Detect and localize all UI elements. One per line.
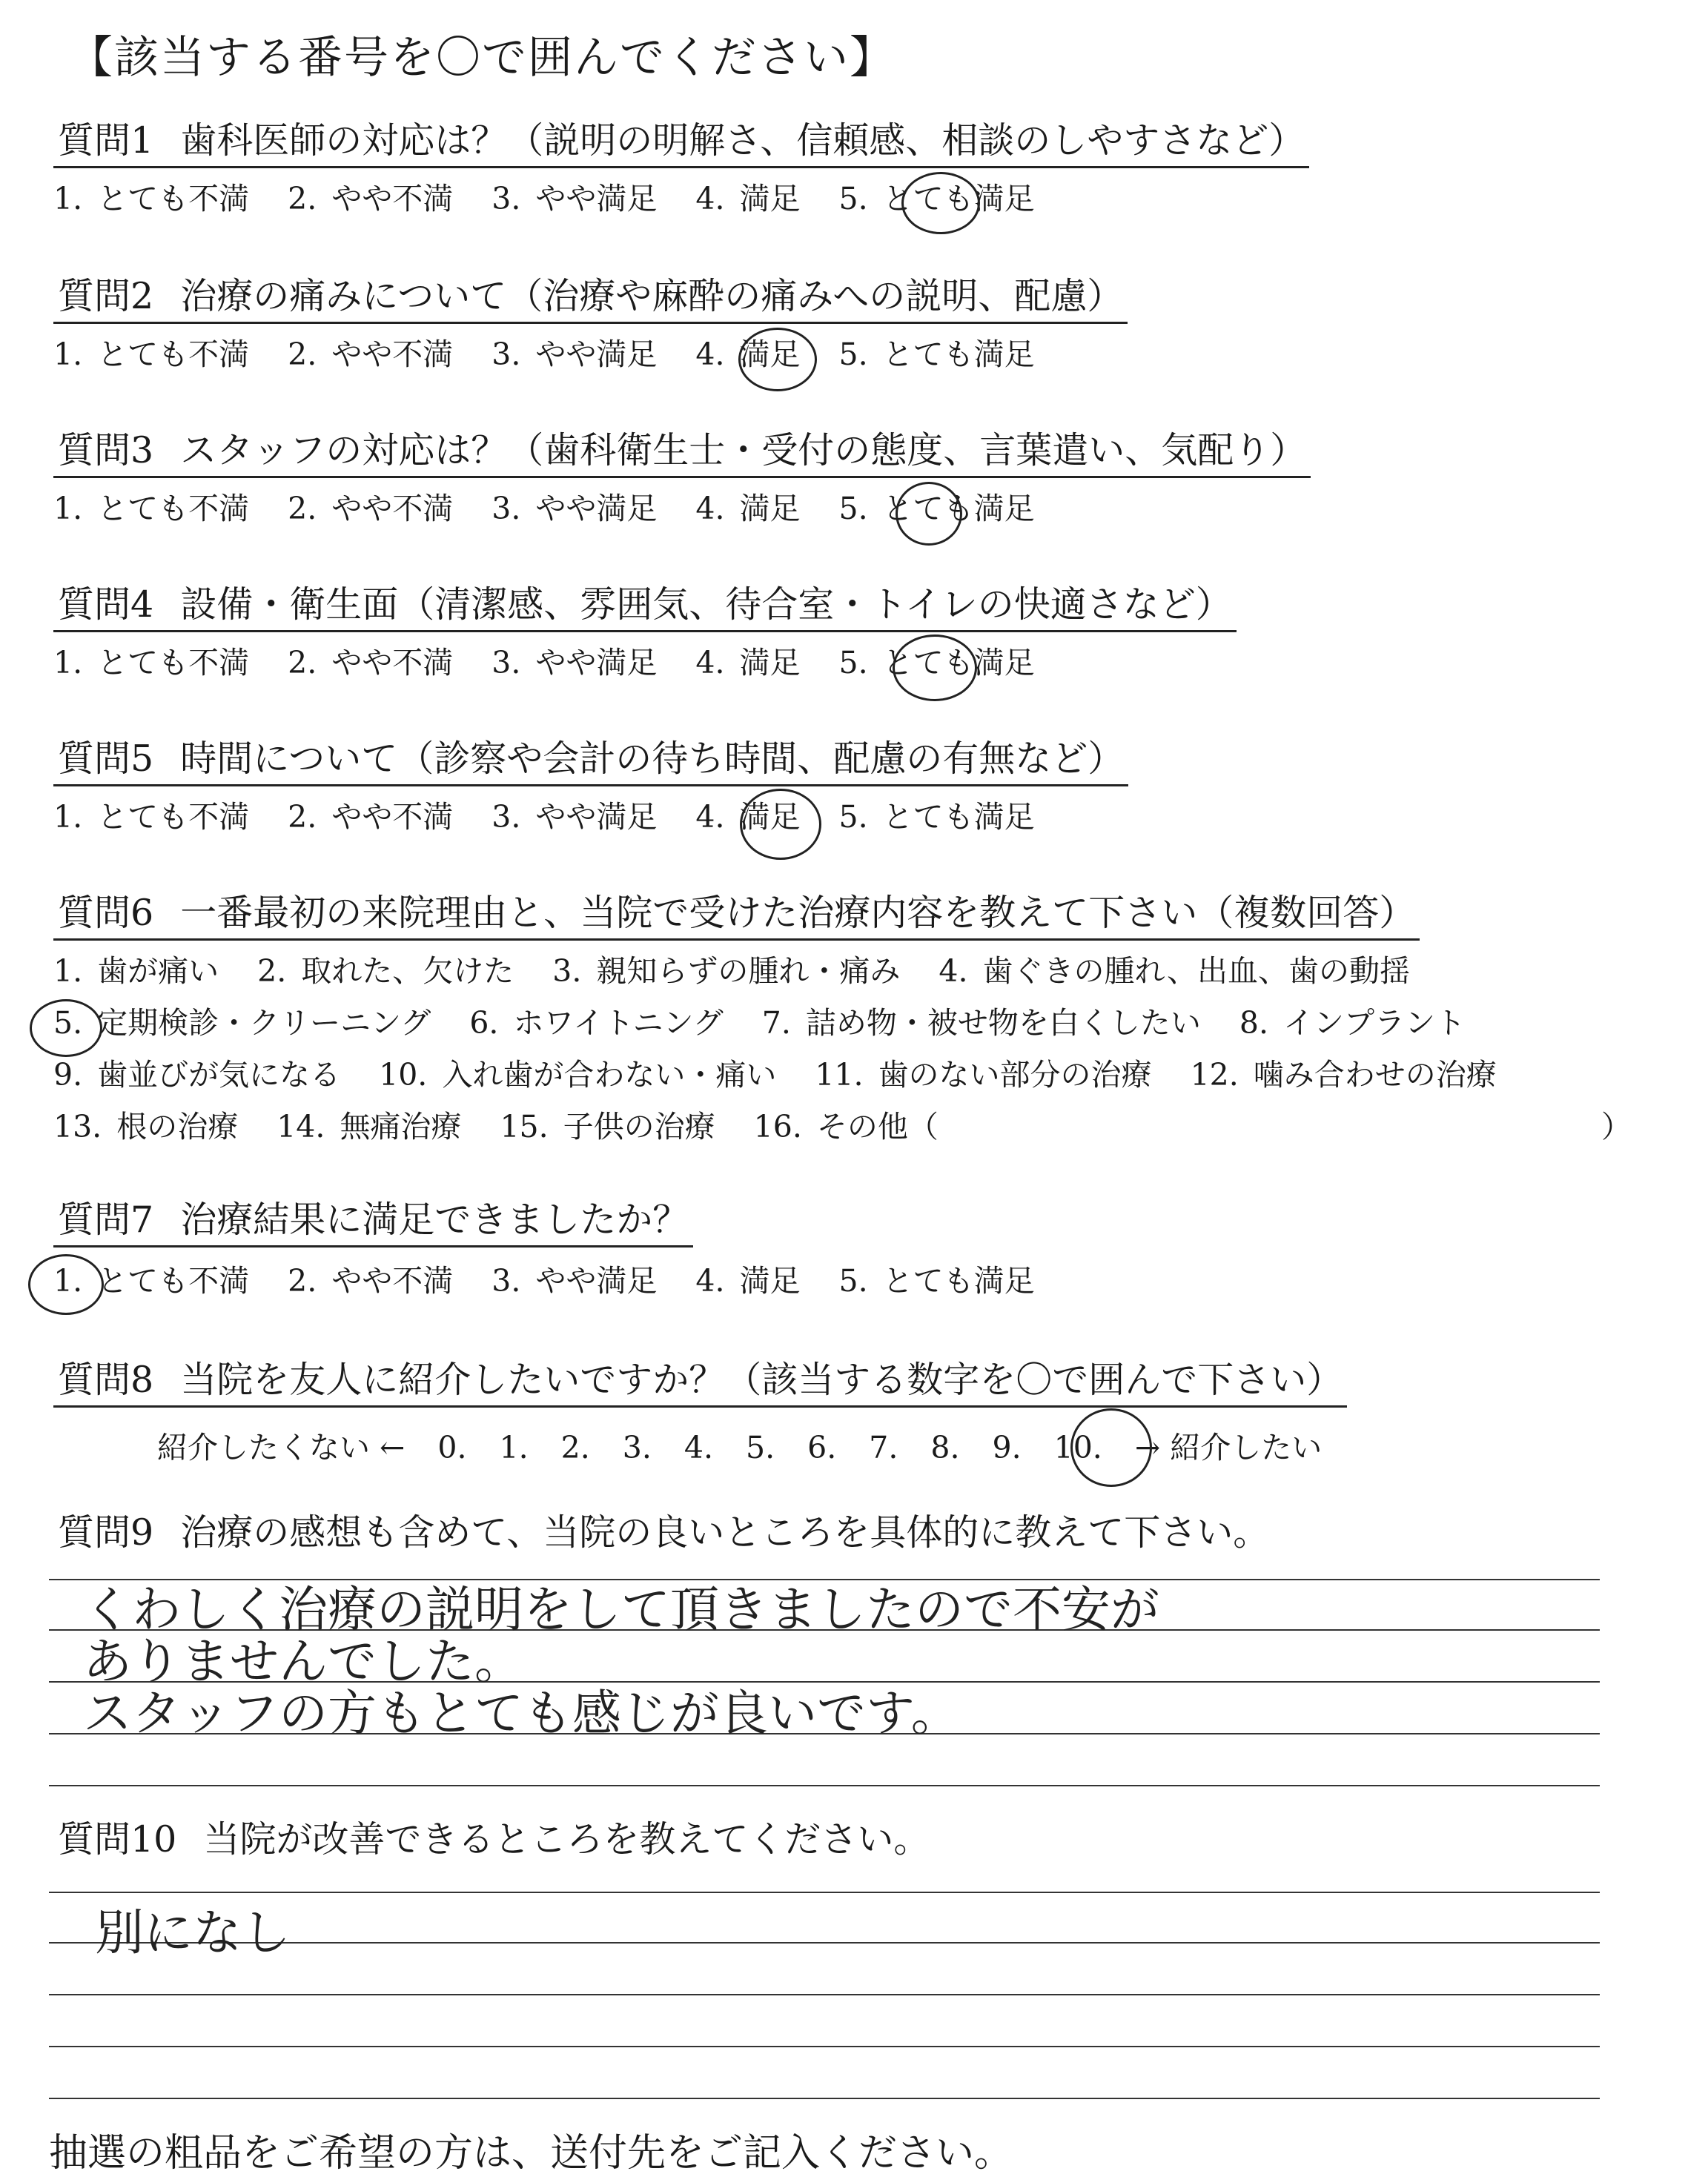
question-10-label: 質問10: [58, 1818, 177, 1860]
question-2-text: 治療の痛みについて（治療や麻酔の痛みへの説明、配慮）: [180, 275, 1124, 317]
q6-option-5[interactable]: 5. 定期検診・クリーニング: [53, 1005, 431, 1041]
q3-option-1[interactable]: 1. とても不満: [53, 491, 250, 526]
q1-option-2[interactable]: 2. やや不満: [288, 181, 454, 216]
q8-scale-right-label: → 紹介したい: [1134, 1430, 1323, 1465]
q4-option-2[interactable]: 2. やや不満: [288, 645, 454, 680]
q5-answer-circle: [740, 789, 821, 860]
q6-option-4[interactable]: 4. 歯ぐきの腫れ、出血、歯の動揺: [939, 953, 1410, 989]
q6-options-row-1: [53, 953, 1449, 989]
q4-option-3[interactable]: 3. やや満足: [491, 645, 658, 680]
question-7-title: [53, 1199, 693, 1247]
question-5-text: 時間について（診察や会計の待ち時間、配慮の有無など）: [180, 738, 1125, 780]
q7-option-5[interactable]: 5. とても満足: [838, 1263, 1035, 1299]
question-8-label: 質問8: [58, 1359, 154, 1401]
q8-scale-9[interactable]: 9.: [992, 1430, 1022, 1465]
question-9-label: 質問9: [58, 1511, 154, 1554]
q2-option-1[interactable]: 1. とても不満: [53, 337, 250, 372]
question-10-title: [53, 1819, 934, 1865]
q6-option-13[interactable]: 13. 根の治療: [53, 1109, 239, 1144]
q6-options-row-3: [53, 1057, 1535, 1093]
q4-option-5[interactable]: 5. とても満足: [838, 645, 1035, 680]
q7-option-2[interactable]: 2. やや不満: [288, 1263, 454, 1299]
q1-answer-circle: [901, 172, 980, 234]
question-4-label: 質問4: [58, 583, 154, 626]
q9-handwritten-line-1: くわしく治療の説明をして頂きましたので不安が: [83, 1581, 1159, 1638]
question-10-text: 当院が改善できるところを教えてください。: [203, 1818, 930, 1860]
q6-options-row-4: [53, 1109, 977, 1144]
question-1-text: 歯科医師の対応は？（説明の明解さ、信頼感、相談のしやすさなど）: [180, 119, 1305, 162]
q3-option-3[interactable]: 3. やや満足: [491, 491, 658, 526]
q8-scale-10[interactable]: 10.: [1053, 1430, 1102, 1465]
q6-option-7[interactable]: 7. 詰め物・被せ物を白くしたい: [761, 1005, 1201, 1041]
q6-option-1[interactable]: 1. 歯が痛い: [53, 953, 219, 989]
q6-answer-circle: [30, 999, 102, 1057]
question-2-options: [53, 339, 1073, 370]
q10-handwritten-line-1: 別になし: [95, 1904, 291, 1961]
question-9-title: [53, 1512, 1274, 1558]
question-3-title: [53, 430, 1311, 478]
q3-option-5[interactable]: 5. とても満足: [838, 491, 1035, 526]
q9-handwritten-line-2: ありませんでした。: [83, 1633, 523, 1690]
q6-options-row-2: [53, 1005, 1504, 1041]
q8-scale-7[interactable]: 7.: [869, 1430, 898, 1465]
q8-scale-left-label: 紹介したくない ←: [157, 1430, 406, 1465]
form-header: 【該当する番号を〇で囲んでください】: [68, 32, 896, 84]
q10-ruled-line: [49, 2046, 1600, 2047]
q3-option-4[interactable]: 4. 満足: [695, 491, 801, 526]
q8-scale-6[interactable]: 6.: [807, 1430, 837, 1465]
question-4-text: 設備・衛生面（清潔感、雰囲気、待合室・トイレの快適さなど）: [180, 583, 1232, 626]
q8-answer-circle: [1070, 1408, 1152, 1487]
q3-option-2[interactable]: 2. やや不満: [288, 491, 454, 526]
question-1-title: [53, 120, 1309, 168]
q7-option-1[interactable]: 1. とても不満: [53, 1263, 250, 1299]
q8-scale-0[interactable]: 0.: [437, 1430, 467, 1465]
question-7-text: 治療結果に満足できましたか？: [180, 1199, 689, 1241]
q5-option-2[interactable]: 2. やや不満: [288, 799, 454, 835]
q8-scale: [157, 1423, 1354, 1467]
q2-option-2[interactable]: 2. やや不満: [288, 337, 454, 372]
question-4-title: [53, 584, 1237, 632]
question-2-title: [53, 276, 1128, 324]
q6-option-9[interactable]: 9. 歯並びが気になる: [53, 1057, 341, 1093]
q6-option-14[interactable]: 14. 無痛治療: [277, 1109, 462, 1144]
question-6-label: 質問6: [58, 892, 154, 934]
q6-option-2[interactable]: 2. 取れた、欠けた: [257, 953, 514, 989]
question-5-options: [53, 799, 1073, 835]
q7-answer-circle: [28, 1254, 104, 1315]
q6-option-8[interactable]: 8. インプラント: [1239, 1005, 1466, 1041]
q6-option-16[interactable]: 16. その他（: [753, 1109, 939, 1144]
q6-other-close-paren: ）: [1601, 1109, 1632, 1144]
q6-option-15[interactable]: 15. 子供の治療: [500, 1109, 715, 1144]
question-8-text: 当院を友人に紹介したいですか？（該当する数字を〇で囲んで下さい）: [180, 1359, 1343, 1401]
question-3-text: スタッフの対応は？（歯科衛生士・受付の態度、言葉遣い、気配り）: [180, 429, 1307, 471]
q5-option-3[interactable]: 3. やや満足: [491, 799, 658, 835]
q6-option-11[interactable]: 11. 歯のない部分の治療: [815, 1057, 1152, 1093]
q7-option-3[interactable]: 3. やや満足: [491, 1263, 658, 1299]
q6-option-10[interactable]: 10. 入れ歯が合わない・痛い: [379, 1057, 777, 1093]
question-6-text: 一番最初の来院理由と、当院で受けた治療内容を教えて下さい（複数回答）: [180, 892, 1416, 934]
q4-option-4[interactable]: 4. 満足: [695, 645, 801, 680]
question-8-title: [53, 1359, 1347, 1408]
q8-scale-3[interactable]: 3.: [622, 1430, 652, 1465]
q1-option-3[interactable]: 3. やや満足: [491, 181, 658, 216]
q10-ruled-line: [49, 1994, 1600, 1995]
q4-option-1[interactable]: 1. とても不満: [53, 645, 250, 680]
q10-ruled-line: [49, 2098, 1600, 2099]
question-1-label: 質問1: [58, 119, 154, 162]
q5-option-5[interactable]: 5. とても満足: [838, 799, 1035, 835]
question-6-title: [53, 892, 1420, 941]
question-5-title: [53, 738, 1128, 786]
q5-option-1[interactable]: 1. とても不満: [53, 799, 250, 835]
q5-option-4[interactable]: 4. 満足: [695, 799, 801, 835]
q6-option-6[interactable]: 6. ホワイトニング: [469, 1005, 724, 1041]
q1-option-5[interactable]: 5. とても満足: [838, 181, 1035, 216]
q8-scale-2[interactable]: 2.: [560, 1430, 590, 1465]
q9-ruled-line: [49, 1785, 1600, 1786]
question-5-label: 質問5: [58, 738, 154, 780]
footer-note: 抽選の粗品をご希望の方は、送付先をご記入ください。: [49, 2131, 1013, 2176]
question-3-label: 質問3: [58, 429, 154, 471]
q9-handwritten-line-3: スタッフの方もとても感じが良いです。: [83, 1685, 960, 1742]
q8-scale-4[interactable]: 4.: [683, 1430, 714, 1465]
q2-answer-circle: [738, 328, 817, 391]
q1-option-4[interactable]: 4. 満足: [695, 181, 801, 216]
q1-option-1[interactable]: 1. とても不満: [53, 181, 250, 216]
question-2-label: 質問2: [58, 275, 154, 317]
q6-option-3[interactable]: 3. 親知らずの腫れ・痛み: [552, 953, 901, 989]
question-7-options: [53, 1263, 1073, 1299]
q8-scale-8[interactable]: 8.: [930, 1430, 960, 1465]
q4-answer-circle: [893, 634, 977, 701]
q3-answer-circle: [896, 482, 962, 546]
q2-option-3[interactable]: 3. やや満足: [491, 337, 658, 372]
question-9-text: 治療の感想も含めて、当院の良いところを具体的に教えて下さい。: [180, 1511, 1270, 1554]
q2-option-4[interactable]: 4. 満足: [695, 337, 801, 372]
question-7-label: 質問7: [58, 1199, 154, 1241]
q8-scale-5[interactable]: 5.: [746, 1430, 775, 1465]
q7-option-4[interactable]: 4. 満足: [695, 1263, 801, 1299]
q2-option-5[interactable]: 5. とても満足: [838, 337, 1035, 372]
q6-option-12[interactable]: 12. 噛み合わせの治療: [1190, 1057, 1497, 1093]
q8-scale-1[interactable]: 1.: [499, 1430, 529, 1465]
